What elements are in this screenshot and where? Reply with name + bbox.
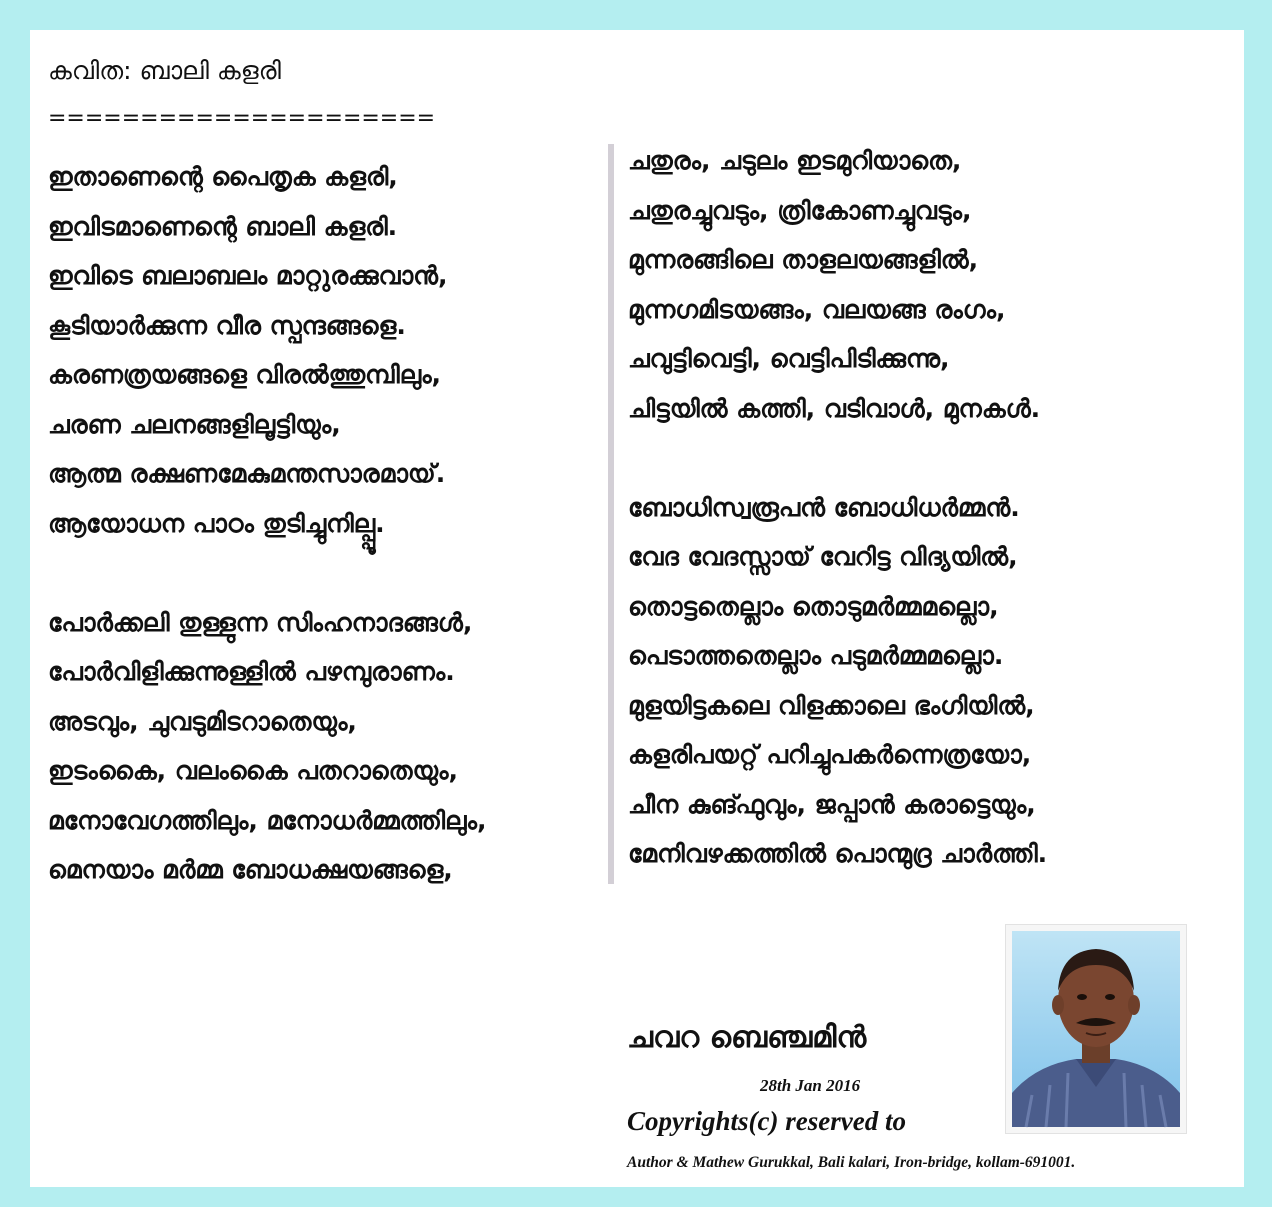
poem-line: കൂടിയാർക്കുന്ന വീര സ്പന്ദങ്ങളെ. — [48, 310, 406, 340]
poem-line: വേദ വേദസ്സായ് വേറിട്ട വിദ്യയിൽ, — [628, 542, 1018, 571]
poem-line: ഇവിടമാണെന്റെ ബാലി കളരി. — [48, 211, 398, 241]
poem-line: കളരിപയറ്റ് പറിച്ചുപകർന്നെത്രയോ, — [628, 740, 1032, 769]
poem-line: മേനിവഴക്കത്തിൽ പൊന്മുദ്ര ചാർത്തി. — [628, 839, 1048, 868]
poem-line: ചതുരച്ചുവടും, ത്രികോണച്ചുവടും, — [628, 195, 972, 225]
column-divider — [608, 144, 614, 884]
poem-line: ചീന കുങ്ഫുവും, ജപ്പാൻ കരാട്ടെയും, — [628, 789, 1036, 819]
title-rule: ===================== — [48, 106, 436, 131]
copyright-notice: Copyrights(c) reserved to — [627, 1106, 906, 1136]
poem-line: ഇടംകൈ, വലംകൈ പതറാതെയും, — [48, 756, 458, 785]
poem-line: ബോധിസ്വരൂപൻ ബോധിധർമ്മൻ. — [628, 492, 1020, 522]
poem-left-column — [48, 152, 618, 895]
poem-line: മെനയാം മർമ്മ ബോധക്ഷയങ്ങളെ, — [48, 855, 453, 884]
author-portrait-icon — [1006, 925, 1186, 1133]
author-photo — [1005, 924, 1187, 1134]
author-name: ചവറ ബെഞ്ചമിൻ — [627, 1020, 867, 1055]
poem-date: 28th Jan 2016 — [760, 1076, 861, 1095]
poem-line: ചിട്ടയിൽ കത്തി, വടിവാൾ, മുനകൾ. — [628, 393, 1041, 423]
poem-line: ഇതാണെന്റെ പൈതൃക കളരി, — [48, 162, 398, 191]
poem-page — [30, 30, 1244, 1187]
poem-line: പോർക്കലി തുള്ളുന്ന സിംഹനാദങ്ങൾ, — [48, 607, 473, 637]
poem-title: കവിത: ബാലി കളരി — [48, 56, 281, 85]
poem-right-column — [628, 136, 1228, 879]
poem-line: ചതുരം, ചടുലം ഇടമുറിയാതെ, — [628, 146, 962, 175]
poem-line: മുന്നഗമിടയങ്ങം, വലയങ്ങ രംഗം, — [628, 294, 1006, 324]
poem-line: ചവുട്ടിവെട്ടി, വെട്ടിപിടിക്കുന്നു, — [628, 344, 950, 373]
poem-line: പെടാത്തതെല്ലാം പടുമർമ്മമല്ലൊ. — [628, 641, 1004, 670]
stanza-gap — [48, 548, 618, 598]
poem-line: മനോവേഗത്തിലും, മനോധർമ്മത്തിലും, — [48, 805, 487, 835]
poem-line: അടവും, ചുവടുമിടറാതെയും, — [48, 706, 357, 736]
poem-line: പോർവിളിക്കുന്നുള്ളിൽ പഴമ്പുരാണം. — [48, 657, 455, 686]
poem-line: ഇവിടെ ബലാബലം മാറ്റുരക്കുവാൻ, — [48, 261, 448, 290]
poem-line: കരണത്രയങ്ങളെ വിരൽത്തുമ്പിലും, — [48, 360, 442, 389]
poem-line: ആത്മ രക്ഷണമേകുമന്തസാരമായ്. — [48, 459, 446, 488]
copyright-address: Author & Mathew Gurukkal, Bali kalari, Iron-bridge, kollam-691001. — [627, 1154, 1076, 1171]
stanza-gap — [628, 433, 1228, 483]
poem-line: ആയോധന പാഠം തുടിച്ചുനില്പ്പൂ. — [48, 508, 385, 538]
poem-line: മുളയിട്ടകലെ വിളക്കാലെ ഭംഗിയിൽ, — [628, 690, 1035, 720]
poem-line: ചരണ ചലനങ്ങളിലൂട്ടിയും, — [48, 409, 341, 439]
poem-line: മുന്നരങ്ങിലെ താളലയങ്ങളിൽ, — [628, 245, 979, 274]
poem-line: തൊട്ടതെല്ലാം തൊടുമർമ്മമല്ലൊ, — [628, 591, 999, 621]
